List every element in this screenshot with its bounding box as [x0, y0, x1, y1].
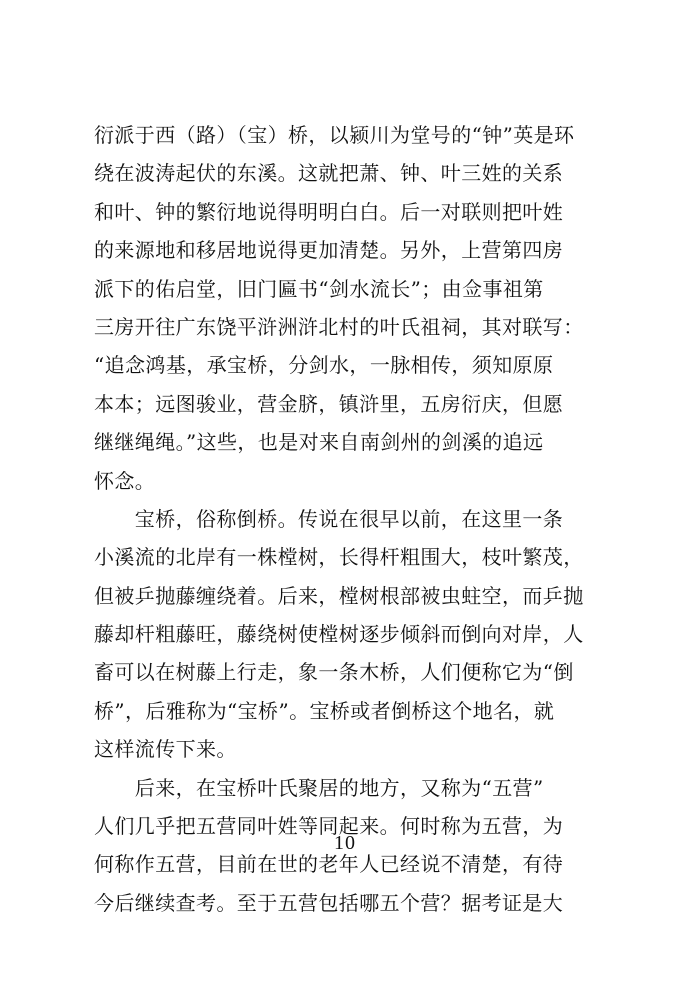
text-line: 后来，在宝桥叶氏聚居的地方，又称为“五营”	[94, 775, 544, 800]
text-line: 三房开往广东饶平浒洲浒北村的叶氏祖祠，其对联写：	[94, 314, 584, 339]
text-line: 怀念。	[94, 468, 156, 493]
text-line: 藤却杆粗藤旺，藤绕树使樘树逐步倾斜而倒向对岸，人	[94, 622, 584, 647]
text-line: 派下的佑启堂，旧门匾书“剑水流长”；由佥事祖第	[94, 276, 544, 301]
text-line: “追念鸿基，承宝桥，分剑水，一脉相传，须知原原	[94, 353, 554, 378]
page-number: 10	[334, 832, 356, 854]
text-line: 但被乒抛藤缠绕着。后来，樘树根部被虫蛀空，而乒抛	[94, 583, 584, 608]
text-line: 小溪流的北岸有一株樘树，长得杆粗围大，枝叶繁茂，	[94, 545, 584, 570]
text-line: 的来源地和移居地说得更加清楚。另外，上营第四房	[94, 238, 564, 263]
text-line: 桥”，后雅称为“宝桥”。宝桥或者倒桥这个地名，就	[94, 698, 555, 723]
text-line: 畜可以在树藤上行走，象一条木桥，人们便称它为“倒	[94, 660, 574, 685]
text-line: 这样流传下来。	[94, 737, 237, 762]
body-text	[94, 116, 594, 922]
text-line: 宝桥，俗称倒桥。传说在很早以前，在这里一条	[94, 506, 564, 531]
text-line: 绕在波涛起伏的东溪。这就把萧、钟、叶三姓的关系	[94, 161, 564, 186]
text-line: 衍派于西（路）（宝）桥，以颍川为堂号的“钟”英是环	[94, 123, 575, 147]
text-line: 今后继续查考。至于五营包括哪五个营？据考证是大	[94, 890, 564, 915]
text-line: 本本；远图骏业，营金脐，镇浒里，五房衍庆，但愿	[94, 391, 564, 416]
text-line: 和叶、钟的繁衍地说得明明白白。后一对联则把叶姓	[94, 199, 564, 224]
text-line: 何称作五营，目前在世的老年人已经说不清楚，有待	[94, 852, 564, 877]
text-line: 人们几乎把五营同叶姓等同起来。何时称为五营，为	[94, 814, 564, 839]
text-line: 继继绳绳。”这些，也是对来自南剑州的剑溪的追远	[94, 430, 544, 455]
